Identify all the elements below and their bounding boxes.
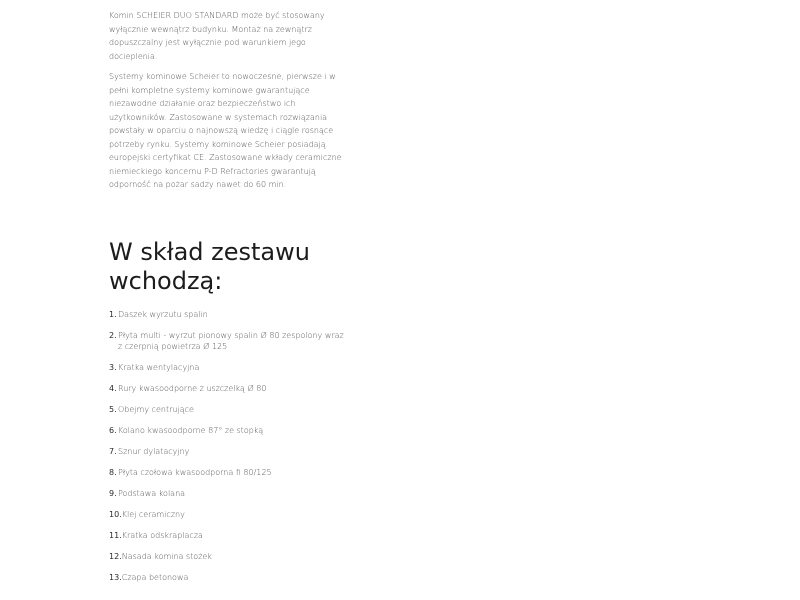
list-item: 6. Kolano kwasoodporne 87° ze stopką (109, 426, 264, 435)
description-paragraph-1: Komin SCHEIER DUO STANDARD może być stosowany wyłącznie wewnątrz budynku. Montaż na zewnątrz dopuszczalny jest wyłącznie pod warunkiem jego docieplenia. (109, 11, 325, 61)
list-item: 12. Nasada komina stożek (109, 552, 212, 561)
list-item: 4. Rury kwasoodporne z uszczelką Ø 80 (109, 384, 267, 393)
list-item: 10. Klej ceramiczny (109, 510, 185, 519)
list-item: 2. Płyta multi - wyrzut pionowy spalin Ø 80 zespolony wraz z czerpnią powietrza Ø 125 (109, 331, 344, 351)
list-item: 11. Kratka odskraplacza (109, 531, 203, 540)
list-item: 9. Podstawa kolana (109, 489, 186, 498)
set-contents-list (109, 309, 349, 593)
description-paragraph-2: Systemy kominowe Scheier to nowoczesne, pierwsze i w pełni kompletne systemy kominowe gwarantujące niezawodne działanie oraz bezpieczeństwo ich użytkowników. Zastosowane w systemach rozwiązania powstały w oparciu o najnowszą wiedzę i ciągle rosnące potrzeby rynku. Systemy kominowe Scheier posiadają europejski certyfikat CE. Zastosowane wkłady ceramiczne niemieckiego koncernu P-D Refractories gwarantują odporność na pożar sadzy nawet do 60 min. (109, 72, 342, 189)
list-item: 3. Kratka wentylacyjna (109, 363, 200, 372)
list-item: 1. Daszek wyrzutu spalin (109, 310, 208, 319)
list-item: 8. Płyta czołowa kwasoodporna fi 80/125 (109, 468, 272, 477)
list-item: 13. Czapa betonowa (109, 573, 189, 582)
set-contents-heading: W skład zestawu wchodzą: (109, 238, 310, 295)
list-item: 7. Sznur dylatacyjny (109, 447, 190, 456)
list-item: 5. Obejmy centrujące (109, 405, 194, 414)
